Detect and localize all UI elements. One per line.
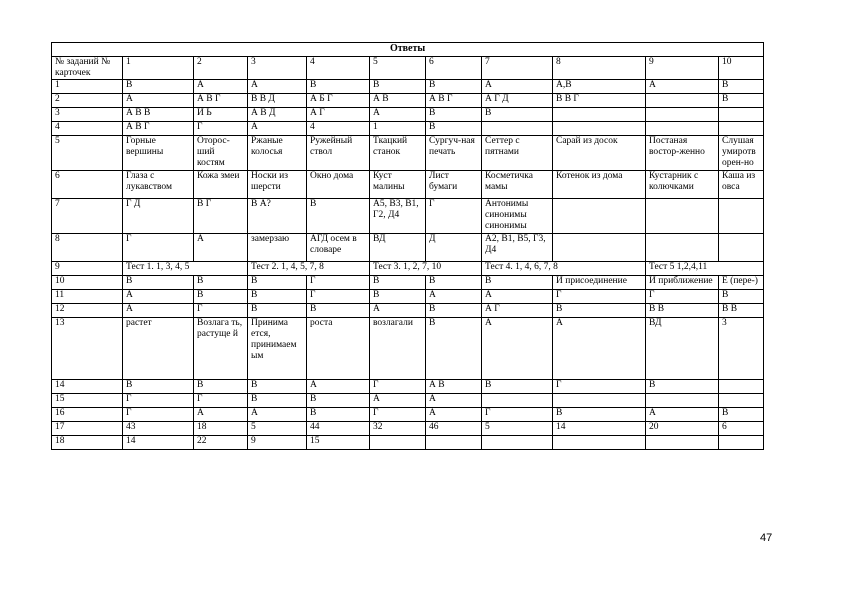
answer-cell: А [426, 290, 482, 304]
answer-cell: Окно дома [307, 171, 370, 199]
answer-cell [646, 436, 719, 450]
answer-cell: 6 [719, 422, 764, 436]
answer-cell: В [426, 122, 482, 136]
answer-cell: В [248, 380, 307, 394]
answer-cell: А В [370, 94, 426, 108]
answer-cell: А Г Д [482, 94, 553, 108]
answer-cell: 9 [248, 436, 307, 450]
answer-cell: 43 [123, 422, 194, 436]
row-number-cell: 2 [52, 94, 123, 108]
answer-cell: Тест 4. 1, 4, 6, 7, 8 [482, 262, 646, 276]
answer-cell: Постаная востор-женно [646, 136, 719, 171]
answer-cell [719, 234, 764, 262]
answer-cell: Куст малины [370, 171, 426, 199]
answer-cell: 18 [194, 422, 248, 436]
answer-cell: В [307, 394, 370, 408]
answer-cell: И присоединение [553, 276, 646, 290]
answer-cell: А [194, 234, 248, 262]
answer-cell: В Г [194, 199, 248, 234]
answer-cell: А В [426, 380, 482, 394]
row-number-cell: 3 [52, 108, 123, 122]
row-number-cell: 9 [52, 262, 123, 276]
answer-cell: А [426, 408, 482, 422]
answer-cell: А5, В3, В1, Г2, Д4 [370, 199, 426, 234]
answer-cell: 5 [248, 422, 307, 436]
answer-cell [646, 234, 719, 262]
answer-cell: Г [194, 394, 248, 408]
answer-cell: Тест 1. 1, 3, 4, 5 [123, 262, 248, 276]
answer-cell: А [248, 122, 307, 136]
answer-cell: А [482, 80, 553, 94]
answer-cell [482, 122, 553, 136]
answer-cell: А [553, 318, 646, 380]
answer-cell: А [194, 408, 248, 422]
answer-cell: А В В [123, 108, 194, 122]
table-row [52, 304, 764, 318]
answer-cell: Г [370, 408, 426, 422]
answer-cell: Е (пере-) [719, 276, 764, 290]
answer-cell: Тест 5 1,2,4,11 [646, 262, 764, 276]
answer-cell: И приближение [646, 276, 719, 290]
answer-cell: А [426, 394, 482, 408]
answer-cell: В [426, 80, 482, 94]
answer-cell [719, 122, 764, 136]
answer-cell [646, 122, 719, 136]
answer-cell: Лист бумаги [426, 171, 482, 199]
answer-cell: А [248, 80, 307, 94]
answer-cell: Тест 3. 1, 2, 7, 10 [370, 262, 482, 276]
answer-cell: Д [426, 234, 482, 262]
header-row [52, 57, 764, 80]
answer-cell: 3 [248, 57, 307, 80]
answer-cell: А [123, 304, 194, 318]
answer-cell: Ружейный ствол [307, 136, 370, 171]
answer-cell: 10 [719, 57, 764, 80]
answer-cell [553, 122, 646, 136]
answer-cell: 44 [307, 422, 370, 436]
answer-cell: 2 [194, 57, 248, 80]
answer-cell [553, 394, 646, 408]
answer-cell: В [719, 290, 764, 304]
table-row [52, 408, 764, 422]
row-number-cell: 13 [52, 318, 123, 380]
answer-cell: В В [646, 304, 719, 318]
answer-cell: В [426, 108, 482, 122]
answer-cell: Г [194, 122, 248, 136]
answer-cell: Г [123, 234, 194, 262]
table-row [52, 380, 764, 394]
answer-cell: В [370, 290, 426, 304]
answer-cell: Г [482, 408, 553, 422]
answer-cell: А [370, 108, 426, 122]
table-row [52, 80, 764, 94]
answer-cell: В [482, 380, 553, 394]
answer-cell: Горные вершины [123, 136, 194, 171]
answer-cell: Г [194, 304, 248, 318]
answer-cell: В [719, 408, 764, 422]
answer-cell: Тест 2. 1, 4, 5, 7, 8 [248, 262, 370, 276]
table-row [52, 136, 764, 171]
table-row [52, 318, 764, 380]
answer-cell: Г [553, 290, 646, 304]
answer-cell: 14 [553, 422, 646, 436]
answer-cell: В [553, 408, 646, 422]
answer-cell: А В Г [426, 94, 482, 108]
answer-cell: растет [123, 318, 194, 380]
answer-cell: А [194, 80, 248, 94]
answer-cell: В В [719, 304, 764, 318]
table-row [52, 199, 764, 234]
answer-cell: Г [307, 276, 370, 290]
answer-cell [482, 394, 553, 408]
answer-cell: В [370, 80, 426, 94]
answer-cell: А [646, 408, 719, 422]
answer-cell: В [248, 304, 307, 318]
answer-cell: 46 [426, 422, 482, 436]
answer-cell: А [482, 290, 553, 304]
answer-cell: А В Д [248, 108, 307, 122]
answer-cell: Котенок из дома [553, 171, 646, 199]
answer-cell: Возлага ть, растуще й [194, 318, 248, 380]
answer-cell [719, 394, 764, 408]
answer-cell: Г [553, 380, 646, 394]
answer-cell: В [426, 276, 482, 290]
row-number-cell: 6 [52, 171, 123, 199]
answer-cell: А [123, 290, 194, 304]
answer-cell: Кожа змеи [194, 171, 248, 199]
page-number: 47 [760, 532, 773, 544]
answer-cell: роста [307, 318, 370, 380]
answer-cell: Г [123, 408, 194, 422]
answer-cell [553, 436, 646, 450]
answer-cell: А В Г [123, 122, 194, 136]
answer-cell: замерзаю [248, 234, 307, 262]
row-number-cell: 1 [52, 80, 123, 94]
answer-cell: В [194, 380, 248, 394]
answer-cell [553, 199, 646, 234]
answer-cell [646, 199, 719, 234]
answer-cell: А [482, 318, 553, 380]
answer-cell [370, 436, 426, 450]
answer-cell: 22 [194, 436, 248, 450]
answer-cell: В [307, 304, 370, 318]
answer-cell: 1 [370, 122, 426, 136]
answer-cell: В А? [248, 199, 307, 234]
answer-cell: Г [123, 394, 194, 408]
answer-cell: А [248, 408, 307, 422]
row-number-cell: 10 [52, 276, 123, 290]
answer-cell: А [370, 394, 426, 408]
answer-cell: Носки из шерсти [248, 171, 307, 199]
answer-cell: А [370, 304, 426, 318]
answer-cell [646, 94, 719, 108]
row-number-cell: 8 [52, 234, 123, 262]
answer-cell: 14 [123, 436, 194, 450]
answer-cell: В [123, 276, 194, 290]
table-row [52, 394, 764, 408]
table-row [52, 122, 764, 136]
answer-cell: 4 [307, 122, 370, 136]
table-row [52, 262, 764, 276]
answer-cell: Каша из овса [719, 171, 764, 199]
answer-cell: В [194, 276, 248, 290]
answer-cell: Сарай из досок [553, 136, 646, 171]
answer-cell [719, 108, 764, 122]
row-number-cell: 18 [52, 436, 123, 450]
answer-cell: Глаза с лукавством [123, 171, 194, 199]
answer-cell: АГД осем в словаре [307, 234, 370, 262]
answer-cell: 3 [719, 318, 764, 380]
row-number-cell: 17 [52, 422, 123, 436]
answer-cell: А [123, 94, 194, 108]
answer-cell: В [370, 276, 426, 290]
answer-cell: 6 [426, 57, 482, 80]
answer-cell: 32 [370, 422, 426, 436]
answer-cell: Сургуч-ная печать [426, 136, 482, 171]
answer-cell: Кустарник с колючками [646, 171, 719, 199]
answer-cell [719, 199, 764, 234]
answer-cell: Г [370, 380, 426, 394]
table-row [52, 422, 764, 436]
answer-cell: Г [646, 290, 719, 304]
answer-cell: В [646, 380, 719, 394]
answer-cell [426, 436, 482, 450]
answer-cell: 1 [123, 57, 194, 80]
answer-cell: Г [426, 199, 482, 234]
answer-cell: В [307, 408, 370, 422]
answer-cell: В [307, 199, 370, 234]
answer-cell: 9 [646, 57, 719, 80]
answer-cell: А [307, 380, 370, 394]
answer-cell: В [426, 318, 482, 380]
answer-cell: В [194, 290, 248, 304]
answer-cell: А Г [307, 108, 370, 122]
answer-cell: Ткацкий станок [370, 136, 426, 171]
table-title: Ответы [52, 43, 764, 57]
answer-cell: Г [307, 290, 370, 304]
answer-cell: В [719, 94, 764, 108]
answer-cell: 4 [307, 57, 370, 80]
row-number-cell: 15 [52, 394, 123, 408]
answer-cell: Антонимы синонимы синонимы [482, 199, 553, 234]
answer-cell: Оторос-ший костям [194, 136, 248, 171]
answer-cell: Г Д [123, 199, 194, 234]
answer-cell [482, 436, 553, 450]
answer-cell: А В Г [194, 94, 248, 108]
row-number-cell: 16 [52, 408, 123, 422]
answer-cell: В [248, 290, 307, 304]
answer-cell: А Б Г [307, 94, 370, 108]
answer-cell: А Г [482, 304, 553, 318]
table-row [52, 108, 764, 122]
answer-cell [719, 380, 764, 394]
table-row [52, 94, 764, 108]
row-number-cell: 4 [52, 122, 123, 136]
answer-cell [646, 108, 719, 122]
answer-cell: В [307, 80, 370, 94]
answer-cell: В [482, 276, 553, 290]
table-row [52, 234, 764, 262]
answer-cell: А [646, 80, 719, 94]
answer-cell: 5 [370, 57, 426, 80]
answer-cell: Сеттер с пятнами [482, 136, 553, 171]
answer-cell: Ржаные колосья [248, 136, 307, 171]
answer-cell: В [123, 380, 194, 394]
row-number-cell: № заданий № карточек [52, 57, 123, 80]
answer-cell: возлагали [370, 318, 426, 380]
answer-cell: Принима ется, принимаем ым [248, 318, 307, 380]
answer-cell: Слушая умиротворен-но [719, 136, 764, 171]
row-number-cell: 7 [52, 199, 123, 234]
answer-cell: В [248, 276, 307, 290]
answer-cell: В [482, 108, 553, 122]
answer-cell: ВД [370, 234, 426, 262]
answer-cell: 7 [482, 57, 553, 80]
answer-cell [719, 436, 764, 450]
answer-cell: В [719, 80, 764, 94]
answer-cell [553, 234, 646, 262]
answer-cell [646, 394, 719, 408]
answer-cell: В [123, 80, 194, 94]
answer-cell [553, 108, 646, 122]
table-row [52, 276, 764, 290]
answer-cell: В В Д [248, 94, 307, 108]
answer-cell: 8 [553, 57, 646, 80]
answer-cell: И Ь [194, 108, 248, 122]
answer-cell: 20 [646, 422, 719, 436]
row-number-cell: 14 [52, 380, 123, 394]
table-row [52, 290, 764, 304]
answer-cell: 15 [307, 436, 370, 450]
answer-cell: А2, В1, В5, Г3, Д4 [482, 234, 553, 262]
row-number-cell: 5 [52, 136, 123, 171]
answer-cell: Косметичка мамы [482, 171, 553, 199]
answer-cell: В В Г [553, 94, 646, 108]
answer-cell: В [553, 304, 646, 318]
table-row [52, 436, 764, 450]
answer-cell: 5 [482, 422, 553, 436]
answer-cell: ВД [646, 318, 719, 380]
row-number-cell: 11 [52, 290, 123, 304]
answer-cell: В [248, 394, 307, 408]
answers-table [51, 42, 764, 450]
table-row [52, 171, 764, 199]
answer-cell: В [426, 304, 482, 318]
answer-cell: А,В [553, 80, 646, 94]
row-number-cell: 12 [52, 304, 123, 318]
